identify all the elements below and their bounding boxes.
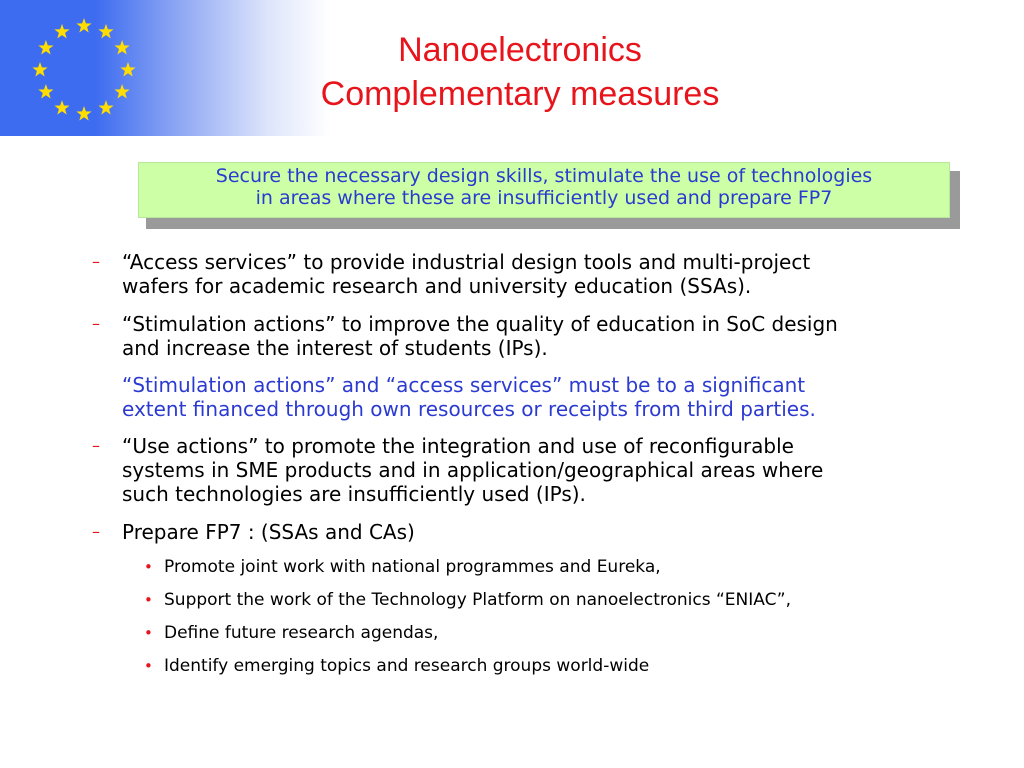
list-item-prepare-fp7: [92, 520, 962, 544]
list-item-stimulation-actions: [92, 312, 962, 360]
callout-line-1: Secure the necessary design skills, stimulate the use of technologies: [215, 165, 873, 187]
financing-note: [122, 373, 962, 421]
list-item-line: systems in SME products and in application/geographical areas where: [122, 458, 824, 482]
list-item-access-services: [92, 250, 962, 298]
star-icon: [115, 84, 130, 99]
callout-box: [138, 162, 950, 218]
bullet-marker: •: [144, 591, 153, 609]
list-item-line: wafers for academic research and university education (SSAs).: [122, 274, 752, 298]
star-icon: [115, 40, 130, 55]
star-icon: [38, 84, 53, 99]
sub-item-text: Support the work of the Technology Platform on nanoelectronics “ENIAC”,: [164, 590, 791, 610]
bullet-marker: •: [144, 558, 153, 576]
callout-line-2: in areas where these are insufficiently used and prepare FP7: [255, 187, 833, 209]
dash-marker: –: [92, 252, 100, 271]
sub-item-eniac: [144, 589, 791, 611]
dash-marker: –: [92, 522, 100, 541]
star-icon: [54, 100, 69, 115]
list-item-line: “Stimulation actions” to improve the quality of education in SoC design: [122, 312, 838, 336]
page-title: [260, 28, 780, 116]
list-item-line: Prepare FP7 : (SSAs and CAs): [122, 520, 415, 544]
star-icon: [32, 62, 47, 77]
star-icon: [120, 62, 135, 77]
eu-flag-logo: [20, 14, 148, 126]
star-icon: [76, 18, 91, 33]
sub-item-joint-work: [144, 556, 661, 578]
bullet-marker: •: [144, 624, 153, 642]
sub-item-text: Define future research agendas,: [164, 623, 439, 643]
title-line-1: Nanoelectronics: [398, 31, 642, 69]
list-item-line: such technologies are insufficiently used (IPs).: [122, 482, 586, 506]
list-item-use-actions: [92, 434, 962, 506]
list-item-line: and increase the interest of students (IPs).: [122, 336, 548, 360]
note-line: “Stimulation actions” and “access services” must be to a significant: [122, 373, 806, 397]
dash-marker: –: [92, 314, 100, 333]
star-icon: [54, 24, 69, 39]
list-item-line: “Use actions” to promote the integration and use of reconfigurable: [122, 434, 794, 458]
sub-item-text: Promote joint work with national programmes and Eureka,: [164, 557, 661, 577]
star-icon: [76, 106, 91, 121]
star-icon: [98, 100, 113, 115]
star-icon: [98, 24, 113, 39]
dash-marker: –: [92, 436, 100, 455]
sub-item-text: Identify emerging topics and research groups world-wide: [164, 656, 650, 676]
star-icon: [38, 40, 53, 55]
list-item-line: “Access services” to provide industrial design tools and multi-project: [122, 250, 811, 274]
sub-item-research-agendas: [144, 622, 439, 644]
sub-item-emerging-topics: [144, 655, 650, 677]
note-line: extent financed through own resources or receipts from third parties.: [122, 397, 816, 421]
title-line-2: Complementary measures: [320, 75, 720, 113]
bullet-marker: •: [144, 657, 153, 675]
